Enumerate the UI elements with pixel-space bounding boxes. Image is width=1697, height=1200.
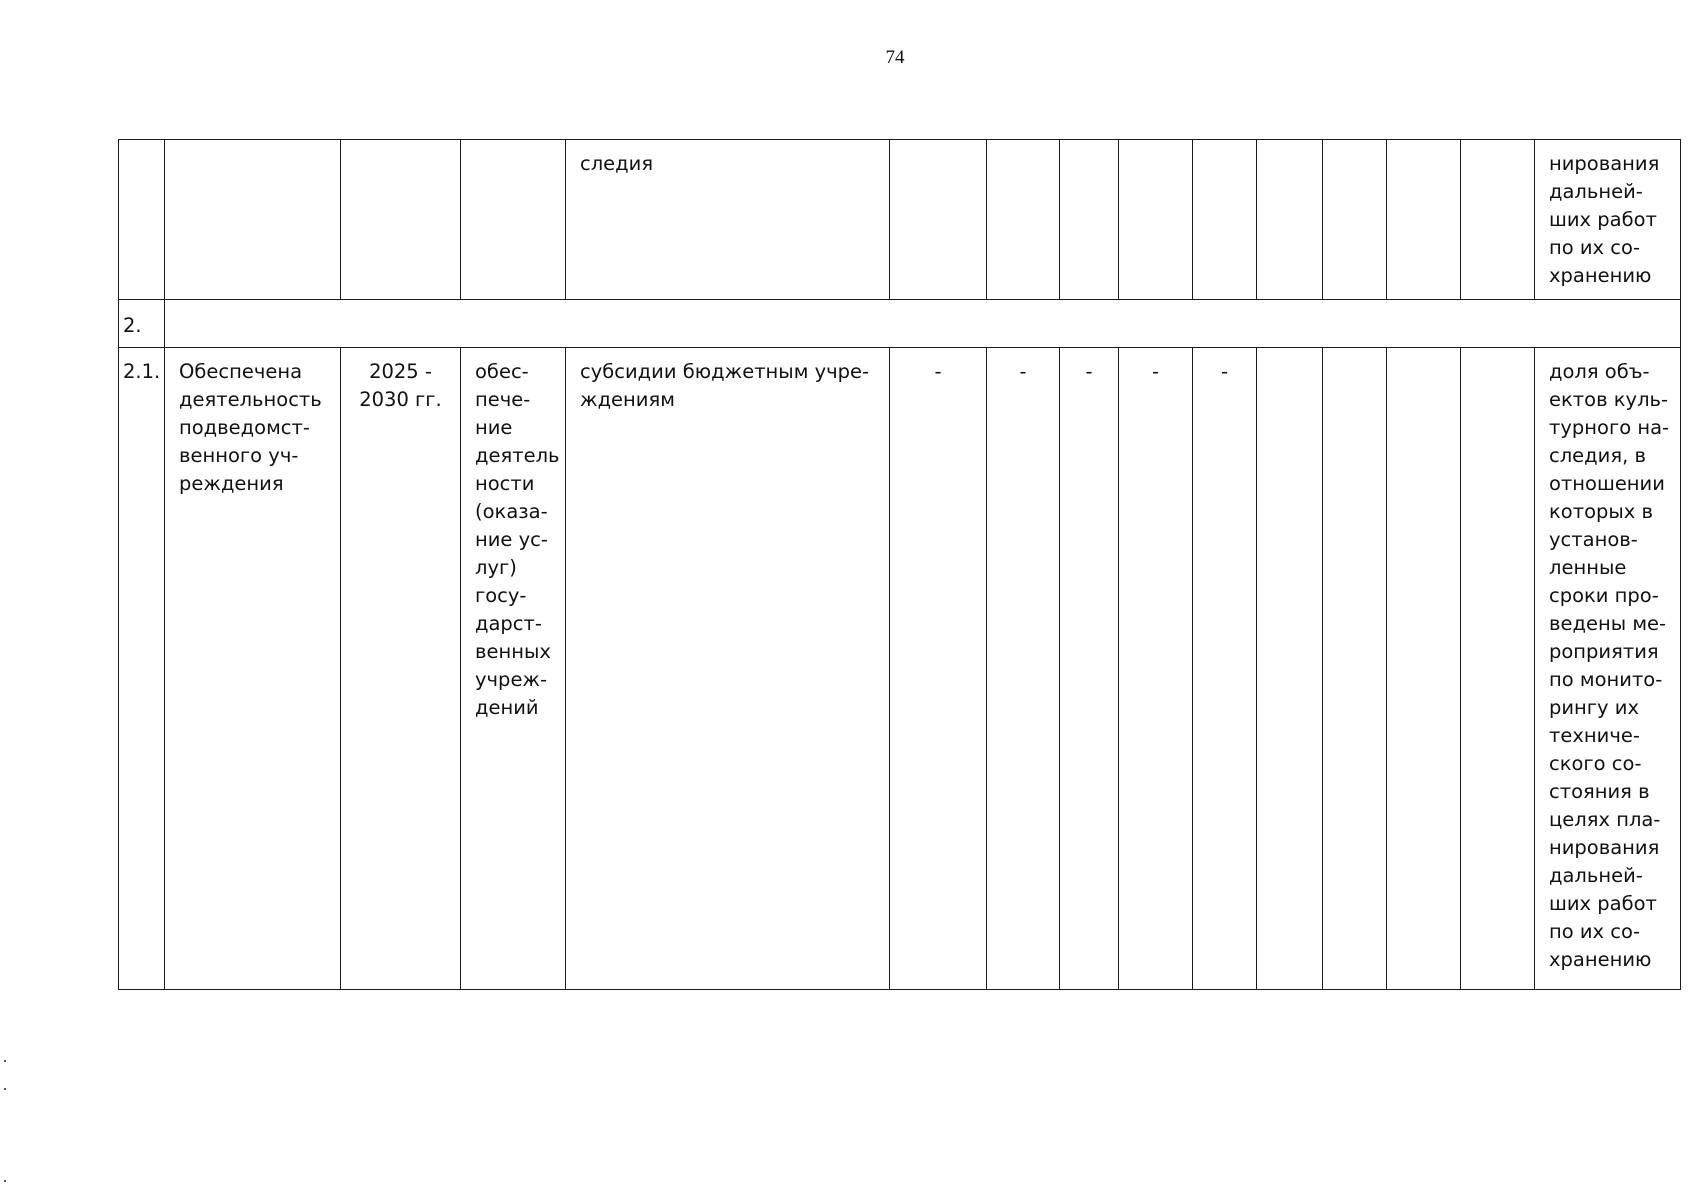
cell-funding-source bbox=[566, 140, 890, 300]
continued-source-text: следия bbox=[580, 152, 654, 175]
cell-value: - bbox=[987, 348, 1060, 990]
cell-value bbox=[1060, 140, 1119, 300]
cell-value bbox=[1193, 140, 1257, 300]
scan-artifact bbox=[4, 1180, 6, 1182]
section-number: 2. bbox=[119, 300, 165, 348]
cell-value bbox=[1119, 140, 1193, 300]
cell-period bbox=[341, 140, 461, 300]
cell-result bbox=[165, 348, 341, 990]
page-number: 74 bbox=[885, 47, 905, 68]
continued-row bbox=[119, 140, 1681, 300]
cell-period bbox=[341, 348, 461, 990]
item-activity: обес- пече- ние деятель ности (оказа- ние ус- луг) госу- дарст- венных учреж- дений bbox=[475, 360, 560, 719]
item-period: 2025 - 2030 гг. bbox=[359, 360, 442, 411]
item-funding-source: субсидии бюджетным учре- ждениям bbox=[580, 360, 870, 411]
cell-value bbox=[1461, 348, 1535, 990]
section-row bbox=[119, 300, 1681, 348]
cell-value bbox=[1323, 348, 1387, 990]
cell-value bbox=[1323, 140, 1387, 300]
cell-result bbox=[165, 140, 341, 300]
cell-activity bbox=[461, 348, 566, 990]
item-number: 2.1. bbox=[119, 348, 165, 990]
cell-activity bbox=[461, 140, 566, 300]
cell-value bbox=[1257, 140, 1323, 300]
cell-indicator bbox=[1535, 348, 1681, 990]
cell-value bbox=[987, 140, 1060, 300]
cell-value bbox=[1257, 348, 1323, 990]
cell-value bbox=[1387, 140, 1461, 300]
item-row bbox=[119, 348, 1681, 990]
cell-value: - bbox=[1193, 348, 1257, 990]
cell-indicator bbox=[1535, 140, 1681, 300]
item-indicator: доля объ- ектов куль- турного на- следия, в отношении которых в установ- ленные сроки про- ведены ме- роприятия по монито- рингу их техниче- ского со- стояния в целях пла- нирования дальней- ших работ по их со- хранению bbox=[1549, 360, 1670, 971]
cell-value bbox=[1461, 140, 1535, 300]
program-table bbox=[118, 139, 1681, 990]
cell-number bbox=[119, 140, 165, 300]
scan-artifact bbox=[4, 1088, 6, 1090]
cell-funding-source bbox=[566, 348, 890, 990]
cell-value: - bbox=[1119, 348, 1193, 990]
cell-value bbox=[1387, 348, 1461, 990]
cell-value: - bbox=[1060, 348, 1119, 990]
cell-value: - bbox=[890, 348, 987, 990]
section-title-cell bbox=[165, 300, 1681, 348]
cell-value bbox=[890, 140, 987, 300]
item-result: Обеспечена деятельность подведомст- венного уч- реждения bbox=[179, 360, 322, 495]
continued-indicator-text: нирования дальней- ших работ по их со- хранению bbox=[1549, 152, 1660, 287]
scan-artifact bbox=[4, 1060, 6, 1062]
